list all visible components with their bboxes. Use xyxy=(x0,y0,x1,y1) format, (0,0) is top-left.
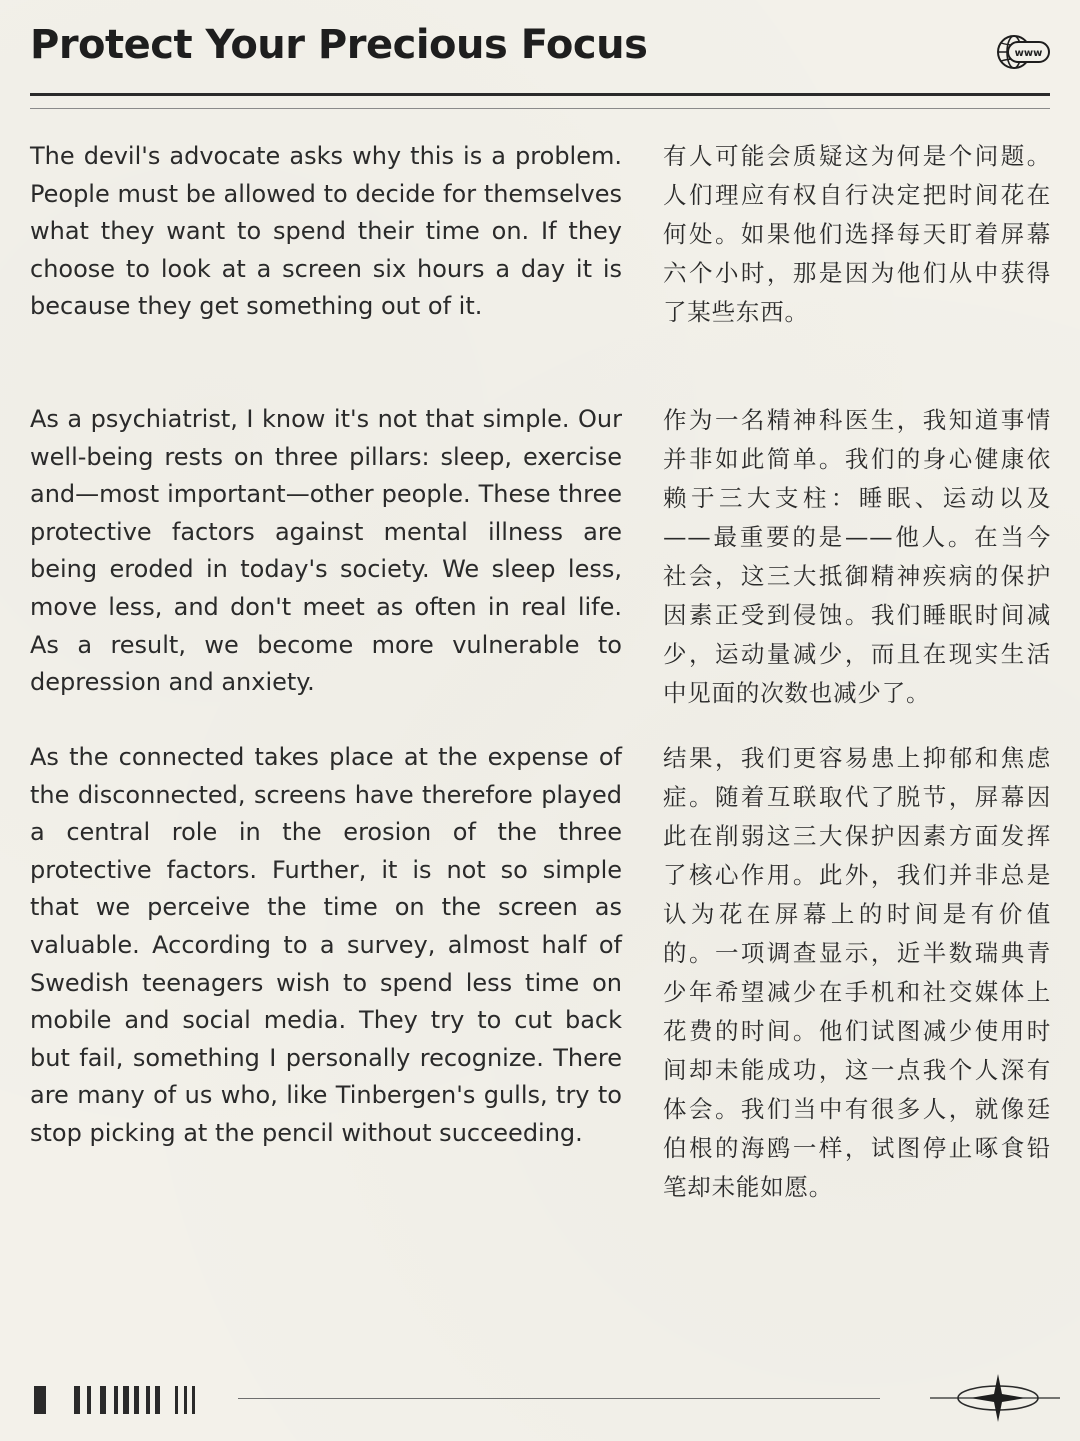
page-title: Protect Your Precious Focus xyxy=(30,22,648,68)
english-paragraph-3: As the connected takes place at the expense of the disconnected, screens have therefore played a central role in the erosion of the three protective factors. Further, it is not so simple that we perceive the time on the screen as valuable. According to a survey, almost half of Swedish teenagers wish to spend less time on mobile and social media. They try to cut back but fail, something I personally recognize. There are many of us who, like Tinbergen's gulls, try to stop picking at the pencil without succeeding. xyxy=(30,743,622,1147)
globe-www-icon xyxy=(994,33,1052,71)
chinese-paragraph-2: 作为一名精神科医生，我知道事情并非如此简单。我们的身心健康依赖于三大支柱：睡眠、运动以及——最重要的是——他人。在当今社会，这三大抵御精神疾病的保护因素正受到侵蚀。我们睡眠时间减少，运动量减少，而且在现实生活中见面的次数也减少了。 xyxy=(663,406,1051,707)
chinese-paragraph-1: 有人可能会质疑这为何是个问题。人们理应有权自行决定把时间花在何处。如果他们选择每天盯着屏幕六个小时，那是因为他们从中获得了某些东西。 xyxy=(663,142,1051,326)
chinese-paragraph-3: 结果，我们更容易患上抑郁和焦虑症。随着互联取代了脱节，屏幕因此在削弱这三大保护因素方面发挥了核心作用。此外，我们并非总是认为花在屏幕上的时间是有价值的。一项调查显示，近半数瑞典青少年希望减少在手机和社交媒体上花费的时间。他们试图减少使用时间却未能成功，这一点我个人深有体会。我们当中有很多人，就像廷伯根的海鸥一样，试图停止啄食铅笔却未能如愿。 xyxy=(663,744,1051,1201)
footer-rule xyxy=(238,1398,880,1399)
barcode-icon xyxy=(34,1386,204,1414)
four-point-star-icon xyxy=(930,1372,1060,1422)
header-rule-thin xyxy=(30,108,1050,109)
header-rule-thick xyxy=(30,93,1050,96)
globe-www-label: www xyxy=(1014,48,1043,59)
english-paragraph-2: As a psychiatrist, I know it's not that simple. Our well-being rests on three pillars: sleep, exercise and—most important—other people. These three protective factors against mental illness are being eroded in today's society. We sleep less, move less, and don't meet as often in real life. As a result, we become more vulnerable to depression and anxiety. xyxy=(30,405,622,697)
english-paragraph-1: The devil's advocate asks why this is a problem. People must be allowed to decide for themselves what they want to spend their time on. If they choose to look at a screen six hours a day it is because they get something out of it. xyxy=(30,142,622,321)
